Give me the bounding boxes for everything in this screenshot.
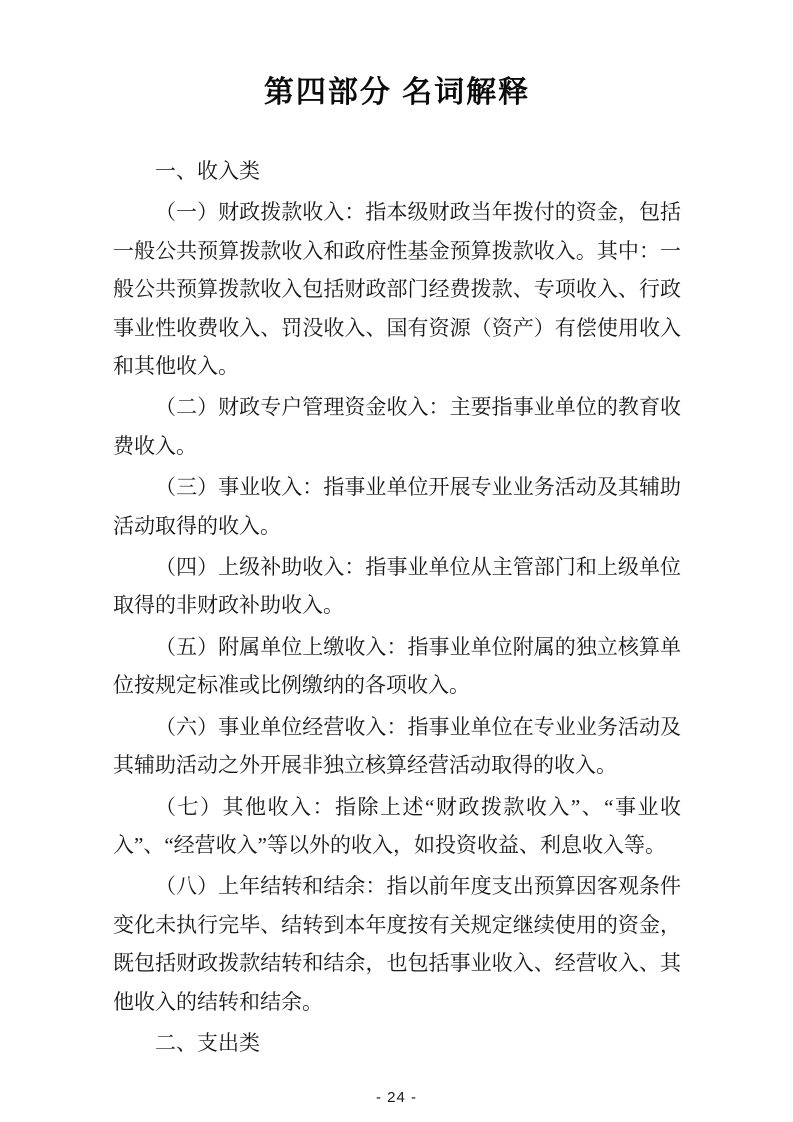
definition-paragraph-fiscal-appropriation-income: （一）财政拨款收入：指本级财政当年拨付的资金，包括一般公共预算拨款收入和政府性基金预算拨款收入。其中：一般公共预算拨款收入包括财政部门经费拨款、专项收入、行政事业性收费收入、罚没收入、国有资源（资产）有偿使用收入和其他收入。 bbox=[113, 200, 681, 379]
definition-paragraph-superior-subsidy-income: （四）上级补助收入：指事业单位从主管部门和上级单位取得的非财政补助收入。 bbox=[113, 555, 681, 618]
definition-paragraph-affiliated-unit-remittance-income: （五）附属单位上缴收入：指事业单位附属的独立核算单位按规定标准或比例缴纳的各项收入。 bbox=[113, 634, 681, 698]
definition-paragraph-fiscal-special-account-income: （二）财政专户管理资金收入：主要指事业单位的教育收费收入。 bbox=[113, 395, 681, 458]
page-title: 第四部分 名词解释 bbox=[263, 76, 531, 109]
definition-paragraph-operational-income: （三）事业收入：指事业单位开展专业业务活动及其辅助活动取得的收入。 bbox=[113, 475, 681, 538]
section-heading-income: 一、收入类 bbox=[155, 159, 260, 183]
definition-paragraph-carryover-and-surplus: （八）上年结转和结余：指以前年度支出预算因客观条件变化未执行完毕、结转到本年度按有关规定继续使用的资金，既包括财政拨款结转和结余，也包括事业收入、经营收入、其他收入的结转和结余。 bbox=[113, 874, 681, 1014]
definition-paragraph-business-operating-income: （六）事业单位经营收入：指事业单位在专业业务活动及其辅助活动之外开展非独立核算经营活动取得的收入。 bbox=[113, 714, 681, 778]
section-heading-expenditure: 二、支出类 bbox=[155, 1030, 260, 1055]
definition-paragraph-other-income: （七）其他收入：指除上述“财政拨款收入”、“事业收入”、“经营收入”等以外的收入，如投资收益、利息收入等。 bbox=[113, 794, 681, 857]
page-footer bbox=[0, 1089, 793, 1107]
page-number: - 24 - bbox=[375, 1089, 417, 1106]
document-body bbox=[113, 152, 681, 1062]
